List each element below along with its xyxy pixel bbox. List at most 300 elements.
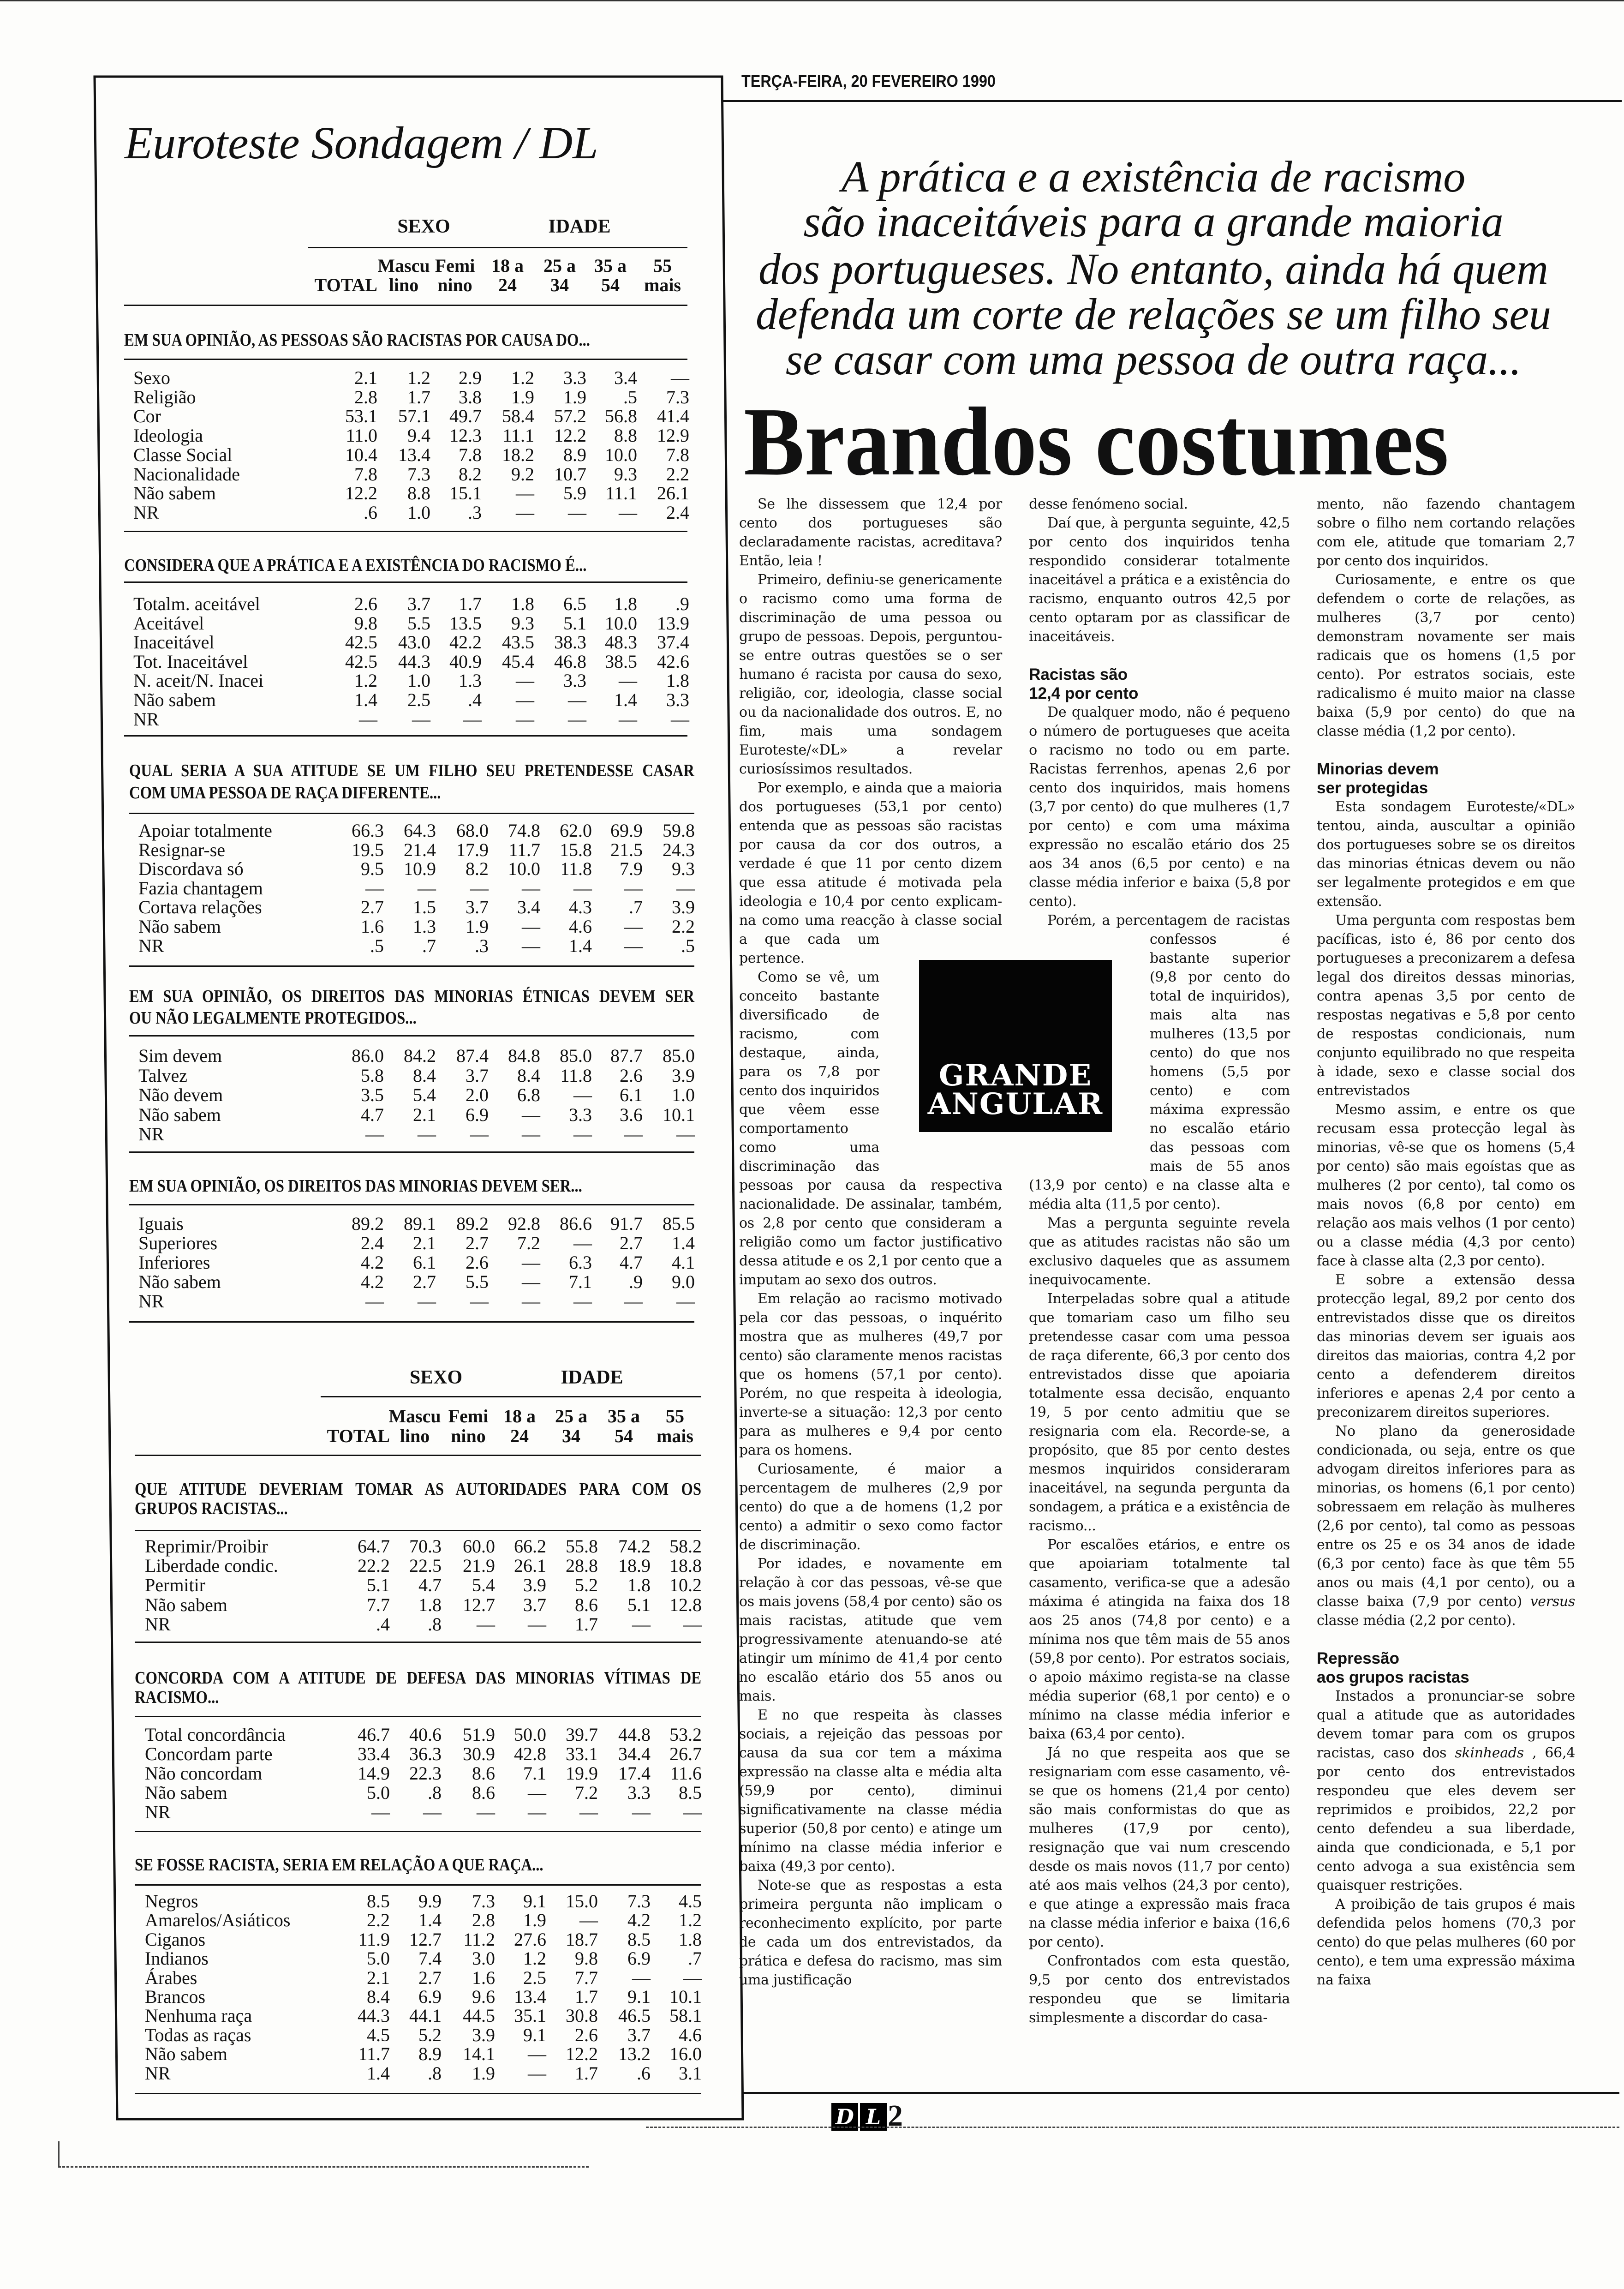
row-value: 92.8: [508, 1213, 540, 1234]
column-header-line2: mais: [657, 1426, 693, 1446]
paragraph-text: Em relação ao racismo motivado pela cor das pessoas, o inquérito mostra que as mulheres (49,7 por cento) são claramente menos racistas que os homens (57,1 por cento). Porém, no que respeita à ideologia, inverte-se a situação: 12,3 por cento para as mulheres e 9,4 por cento para os homens.: [739, 1291, 1002, 1458]
row-value: 22.2: [358, 1555, 390, 1576]
row-value: 85.5: [663, 1213, 695, 1234]
row-value: 5.4: [413, 1085, 436, 1105]
row-value: 12.2: [345, 483, 377, 504]
row-value: 10.9: [404, 858, 436, 880]
row-value: 8.9: [563, 444, 586, 465]
row-value: 1.7: [459, 593, 482, 614]
table-row: [0, 1213, 738, 1235]
row-value: —: [528, 1782, 546, 1803]
row-value: 1.0: [407, 502, 430, 523]
row-value: 1.2: [511, 367, 534, 388]
row-value: .3: [468, 502, 482, 523]
paragraph-text: E no que respeita às classes sociais, a rejeição das pessoas por causa da sua cor tem a máxima expressão na classe alta e média alta (59,9 por cento), diminui significativamente na classe média superior (50,8 por cento) e atinge um mínimo na classe média inferior e baixa (49,3 por cento).: [739, 1707, 1002, 1875]
row-value: 44.8: [618, 1724, 651, 1745]
row-value: 4.3: [569, 897, 592, 918]
row-value: —: [676, 1124, 695, 1144]
body-paragraph: [739, 1876, 1002, 1989]
body-paragraph: [739, 1706, 1002, 1876]
section-end-rule: [135, 1831, 701, 1832]
section-end-rule: [135, 2093, 701, 2094]
row-value: 5.8: [361, 1065, 384, 1086]
row-value: 7.8: [666, 444, 689, 465]
table-row: [0, 1801, 738, 1823]
row-value: —: [671, 367, 689, 388]
row-value: 12.2: [554, 425, 586, 446]
group-header-idade: IDADE: [548, 216, 611, 237]
section-question-title: COM UMA PESSOA DE RAÇA DIFERENTE...: [129, 783, 441, 803]
row-value: —: [624, 1124, 643, 1144]
column-header-line1: 55: [666, 1406, 684, 1426]
row-value: 2.2: [666, 463, 689, 485]
row-label: Aceitável: [133, 612, 204, 634]
table-row: [0, 1045, 738, 1067]
row-value: 9.9: [418, 1891, 442, 1911]
table-row: [0, 1271, 738, 1293]
section-title-rule: [135, 1884, 701, 1886]
body-paragraph: [1317, 1422, 1575, 1630]
row-value: 26.1: [514, 1555, 546, 1576]
row-value: 9.1: [627, 1986, 651, 2007]
row-value: 1.9: [511, 386, 534, 407]
row-value: 8.2: [466, 858, 489, 880]
row-value: 2.2: [672, 916, 695, 937]
column-header-line2: nino: [451, 1426, 486, 1446]
row-value: 4.6: [679, 2024, 702, 2045]
section-question-title: EM SUA OPINIÃO, OS DIREITOS DAS MINORIAS ÉTNICAS DEVEM SER: [129, 987, 694, 1006]
row-value: 87.7: [610, 1045, 643, 1066]
row-value: 33.1: [566, 1744, 598, 1764]
group-header-sexo: SEXO: [397, 216, 450, 237]
row-value: 4.5: [367, 2024, 390, 2045]
row-value: 9.3: [614, 463, 637, 485]
row-value: 7.3: [472, 1891, 495, 1911]
row-label: Sim devem: [138, 1045, 222, 1066]
body-paragraph: [1317, 1687, 1575, 1895]
row-value: —: [522, 1291, 540, 1312]
row-value: 6.9: [627, 1948, 651, 1969]
row-value: 11.1: [605, 483, 637, 504]
row-label: Total concordância: [145, 1724, 286, 1745]
table-row: [0, 1555, 738, 1577]
table-row: [0, 1724, 738, 1746]
body-paragraph: [1317, 1100, 1575, 1270]
section-question-title: CONCORDA COM A ATITUDE DE DEFESA DAS MINORIAS VÍTIMAS DE: [135, 1668, 701, 1688]
section-end-rule: [129, 1321, 694, 1323]
row-label: Não devem: [138, 1085, 223, 1105]
row-value: 1.5: [413, 897, 436, 918]
grande-angular-section-badge: [919, 960, 1112, 1132]
column-header-line2: 54: [615, 1426, 633, 1446]
row-value: 7.1: [523, 1763, 546, 1784]
row-value: 7.3: [407, 463, 430, 485]
row-value: 70.3: [409, 1536, 442, 1557]
paragraph-text: Curiosamente, é maior a percentagem de mulheres (2,9 por cento) do que a de homens (1,2 por cento) a admitir o sexo como factor de discriminação.: [739, 1461, 1002, 1553]
row-value: 89.2: [456, 1213, 489, 1234]
row-label: Não sabem: [145, 1594, 227, 1615]
row-value: —: [528, 1613, 546, 1635]
row-label: Não sabem: [138, 916, 221, 937]
row-value: 49.7: [449, 406, 482, 427]
row-label: Religião: [133, 386, 196, 407]
row-value: 4.5: [679, 1891, 702, 1911]
deck-line: defenda um corte de relações se um filho seu: [755, 289, 1551, 339]
row-value: —: [624, 916, 643, 937]
row-value: 19.5: [352, 839, 384, 860]
row-value: —: [624, 935, 643, 956]
row-value: .4: [468, 689, 482, 710]
row-value: 3.3: [569, 1104, 592, 1125]
row-value: 38.3: [554, 632, 586, 653]
column-header-line2: 54: [601, 275, 620, 295]
row-value: —: [365, 1291, 384, 1312]
paragraph-text: Mas a pergunta seguinte revela que as atitudes racistas não são um exclusivo daqueles que as assumem inequivocamente.: [1029, 1215, 1290, 1288]
column-header-line1: 18 a: [503, 1406, 536, 1426]
body-paragraph: [1029, 1535, 1290, 1744]
row-value: 1.4: [569, 935, 592, 956]
row-value: 10.0: [508, 858, 540, 880]
row-value: 1.7: [575, 1986, 598, 2007]
row-value: 2.6: [575, 2024, 598, 2045]
row-label: Árabes: [145, 1967, 197, 1988]
body-paragraph: [1029, 1289, 1290, 1535]
row-value: 24.3: [663, 839, 695, 860]
row-value: 3.3: [563, 367, 586, 388]
row-label: Não sabem: [138, 1271, 221, 1292]
row-value: 15.0: [566, 1891, 598, 1911]
body-paragraph: [1029, 1214, 1290, 1289]
row-value: —: [632, 1967, 651, 1988]
row-value: —: [676, 877, 695, 899]
column-header-line2: TOTAL: [327, 1426, 390, 1446]
row-value: 10.1: [663, 1104, 695, 1125]
row-value: 17.9: [456, 839, 489, 860]
survey-title: Euroteste Sondagem / DL: [125, 117, 598, 168]
row-value: 3.7: [627, 2024, 651, 2045]
row-value: —: [359, 708, 377, 730]
row-value: .3: [475, 935, 489, 956]
row-label: Reprimir/Proibir: [145, 1536, 268, 1557]
paragraph-text: No plano da generosidade condicionada, ou seja, entre os que advogam direitos inferiores para as minorias, os homens (6,1 por cento) sobressaem em relação às mulheres (2,6 por cento), tal como as pessoas entre os 25 e os 34 anos de idade (6,3 por cento) face às que têm 55 anos ou mais (4,1 por cento), ou a classe baixa (7,9 por cento): [1317, 1423, 1575, 1610]
row-value: .8: [428, 2062, 442, 2084]
row-value: —: [516, 708, 534, 730]
column-header-line2: 24: [498, 275, 517, 295]
row-value: 8.4: [517, 1065, 540, 1086]
row-value: 9.6: [472, 1986, 495, 2007]
paragraph-text: E sobre a extensão dessa protecção legal, 89,2 por cento dos entrevistados disse que os direitos das minorias devem ser iguais aos direitos das maiorias, contra 4,2 por cento a defenderem direitos inferiores e apenas 2,4 por cento a preconizarem direitos superiores.: [1317, 1272, 1575, 1420]
column-header-line1: Femi: [448, 1406, 489, 1426]
body-paragraph: [1317, 911, 1575, 1100]
row-value: .9: [675, 593, 689, 614]
row-value: 85.0: [663, 1045, 695, 1066]
row-value: —: [522, 1104, 540, 1125]
section-end-rule: [129, 1151, 694, 1153]
row-value: 40.9: [449, 651, 482, 672]
row-value: 5.1: [563, 612, 586, 634]
row-value: 19.9: [566, 1763, 598, 1784]
row-value: 7.3: [666, 386, 689, 407]
row-value: 91.7: [610, 1213, 643, 1234]
row-value: 22.3: [409, 1763, 442, 1784]
row-value: 10.1: [669, 1986, 702, 2007]
row-label: NR: [133, 502, 159, 523]
paragraph-text: Esta sondagem Euroteste/«DL» tentou, ainda, auscultar a opinião dos portugueses sobre se os direitos das minorias étnicas devem ou não ser legalmente protegidos e em que extensão.: [1317, 799, 1575, 910]
row-label: Não sabem: [138, 1104, 221, 1125]
row-label: Fazia chantagem: [138, 877, 263, 899]
column-header-line2: lino: [400, 1426, 430, 1446]
section-end-rule: [135, 1642, 701, 1643]
row-value: 12.7: [409, 1929, 442, 1950]
row-value: 7.4: [418, 1948, 442, 1969]
row-label: Não sabem: [145, 1782, 227, 1803]
row-value: .7: [688, 1948, 702, 1969]
row-value: 7.8: [459, 444, 482, 465]
table-row: [0, 1613, 738, 1636]
column-header-line2: 24: [510, 1426, 529, 1446]
section-title-rule: [129, 1035, 694, 1037]
row-value: 8.9: [418, 2043, 442, 2065]
row-value: 2.6: [354, 593, 377, 614]
row-value: 4.2: [361, 1252, 384, 1273]
row-value: 1.8: [614, 593, 637, 614]
deck-line: dos portugueses. No entanto, ainda há quem: [758, 244, 1548, 294]
table-row: [0, 1084, 738, 1106]
row-value: 1.2: [679, 1910, 702, 1931]
row-value: 11.6: [670, 1763, 702, 1784]
row-value: —: [683, 1613, 702, 1635]
row-value: 60.0: [463, 1536, 495, 1557]
column-header-line2: nino: [437, 275, 472, 295]
column-header-line1: 25 a: [543, 255, 576, 276]
paragraph-text: Porém, a percentagem de racistas confessos é bastante superior (9,8 por cento do total de inquiridos), mais alta nas mulheres (13,5 por cento) do que nos homens (5,5 por cento) e com máxima expressão no escalão etário das pessoas com mais de 55 anos (13,9 por cento) e na classe alta e média alta (11,5 por cento).: [1029, 912, 1290, 1212]
row-value: 12.8: [669, 1594, 702, 1615]
italic-term: skinheads: [1455, 1745, 1524, 1761]
column-header-rule: [124, 305, 687, 306]
column-header-line1: Mascu: [388, 1406, 441, 1426]
body-paragraph: [1029, 514, 1290, 646]
row-value: 5.1: [367, 1575, 390, 1596]
row-label: Não sabem: [145, 2043, 227, 2065]
article-column-3: [1317, 495, 1575, 1989]
row-value: 1.4: [354, 689, 377, 710]
row-value: 66.2: [514, 1536, 546, 1557]
column-header-line1: 55: [653, 255, 672, 276]
column-header-line2: lino: [388, 275, 419, 295]
row-value: .5: [681, 935, 695, 956]
row-value: 8.6: [575, 1594, 598, 1615]
row-value: —: [573, 1124, 592, 1144]
row-value: 15.1: [449, 483, 482, 504]
section-question-title: OU NÃO LEGALMENTE PROTEGIDOS...: [129, 1008, 417, 1028]
group-header-rule: [321, 1396, 701, 1397]
row-value: 1.6: [361, 916, 384, 937]
subheading-line: Repressão: [1317, 1649, 1399, 1667]
row-value: .9: [629, 1271, 643, 1292]
row-value: 8.5: [367, 1891, 390, 1911]
row-value: 56.8: [605, 406, 637, 427]
row-value: 28.8: [566, 1555, 598, 1576]
row-value: 84.2: [404, 1045, 436, 1066]
row-value: 7.1: [569, 1271, 592, 1292]
row-value: 11.8: [560, 1065, 592, 1086]
row-label: Inaceitável: [133, 632, 215, 653]
row-value: 2.8: [354, 386, 377, 407]
crop-mark: [58, 2141, 60, 2167]
row-label: Classe Social: [133, 444, 233, 465]
article-column-2: [1029, 495, 1290, 2027]
paragraph-text: desse fenómeno social.: [1029, 496, 1188, 512]
row-label: Apoiar totalmente: [138, 820, 272, 841]
row-value: 22.5: [409, 1555, 442, 1576]
row-value: —: [573, 1291, 592, 1312]
row-value: 64.7: [358, 1536, 390, 1557]
row-value: 2.1: [413, 1233, 436, 1253]
row-label: Inferiores: [138, 1252, 210, 1273]
row-value: 1.6: [472, 1967, 495, 1988]
row-label: Ideologia: [133, 425, 203, 446]
article-headline: Brandos costumes: [744, 387, 1449, 496]
table-row: [0, 1123, 738, 1145]
paragraph-text: Interpeladas sobre qual a atitude que tomariam caso um filho seu pretendesse casar com uma pessoa de raça diferente, 66,3 por cento dos entrevistados disse que apoiaria totalmente essa decisão, enquanto 19, 5 por cento admitiu que se resignaria com ela. Recorde-se, a propósito, que 85 por cento destes mesmos inquiridos consideraram inaceitável, na segunda pergunta da sondagem, a prática e a existência de racismo...: [1029, 1291, 1290, 1534]
section-title-rule: [135, 1716, 701, 1717]
section-title-rule: [129, 813, 694, 814]
row-label: Cor: [133, 406, 161, 427]
row-value: 39.7: [566, 1724, 598, 1745]
table-row: [0, 1762, 738, 1785]
row-value: 44.3: [398, 651, 430, 672]
row-value: 8.6: [472, 1782, 495, 1803]
paragraph-text: , 66,4 por cento dos entrevistados respondeu que eles devem ser reprimidos e proibidos, 22,2 por cento defendeu a sua liberdade, ainda que condicionada, e 5,1 por cento advoga a sua existência sem quaisquer restrições.: [1317, 1745, 1575, 1894]
row-label: N. aceit/N. Inacei: [133, 670, 264, 691]
row-value: 40.6: [409, 1724, 442, 1745]
row-label: Nacionalidade: [133, 463, 240, 485]
row-value: 12.7: [463, 1594, 495, 1615]
row-value: .7: [422, 935, 436, 956]
row-value: 3.3: [563, 670, 586, 691]
row-label: Resignar-se: [138, 839, 226, 860]
column-header-line1: Mascu: [377, 255, 430, 276]
row-value: —: [522, 916, 540, 937]
row-value: 2.4: [361, 1233, 384, 1253]
row-value: —: [528, 1802, 546, 1822]
group-header-rule: [308, 247, 687, 248]
row-value: 7.8: [354, 463, 377, 485]
subheading-line: aos grupos racistas: [1317, 1668, 1469, 1686]
row-label: NR: [138, 1124, 164, 1144]
row-value: 58.1: [669, 2005, 702, 2026]
row-value: —: [477, 1613, 495, 1635]
row-value: 8.4: [367, 1986, 390, 2007]
row-value: 13.9: [657, 612, 689, 634]
row-value: 7.7: [367, 1594, 390, 1615]
row-value: 13.5: [449, 612, 482, 634]
row-value: .7: [629, 897, 643, 918]
row-label: Talvez: [138, 1065, 188, 1086]
table-row: [0, 1065, 738, 1087]
body-paragraph: [739, 1460, 1002, 1554]
row-value: 53.1: [345, 406, 377, 427]
paragraph-text: classe média (2,2 por cento).: [1317, 1612, 1516, 1629]
row-value: 6.9: [418, 1986, 442, 2007]
crop-mark-dashed-rule: [58, 2166, 589, 2168]
row-label: Ciganos: [145, 1929, 206, 1950]
row-value: 46.7: [358, 1724, 390, 1745]
row-label: Não sabem: [133, 689, 216, 710]
row-label: Concordam parte: [145, 1744, 273, 1764]
paragraph-text: A proibição de tais grupos é mais defendida pelos homens (70,3 por cento) do que pelas mulheres (60 por cento), e tem uma expressão máxima na faixa: [1317, 1896, 1575, 1988]
subheading-line: Racistas são: [1029, 665, 1128, 683]
row-value: 21.4: [404, 839, 436, 860]
row-value: —: [470, 1124, 489, 1144]
article-column-1: [739, 495, 1002, 1989]
row-value: 2.6: [620, 1065, 643, 1086]
table-row: [0, 935, 738, 957]
row-value: 1.9: [563, 386, 586, 407]
section-question-title: CONSIDERA QUE A PRÁTICA E A EXISTÊNCIA DO RACISMO É...: [124, 556, 587, 575]
row-label: NR: [133, 708, 159, 730]
row-value: 46.8: [554, 651, 586, 672]
row-value: 4.7: [620, 1252, 643, 1273]
row-value: —: [463, 708, 482, 730]
paragraph-text: mento, não fazendo chantagem sobre o filho nem cortando relações com ele, atitude que tomariam 2,7 por cento dos inquiridos.: [1317, 496, 1575, 569]
paragraph-text: Se lhe dissessem que 12,4 por cento dos portugueses são declaradamente racistas, acreditava? Então, leia !: [739, 496, 1002, 569]
paragraph-text: Daí que, à pergunta seguinte, 42,5 por cento dos inquiridos tenha respondido considerar totalmente inaceitável a prática e a existência do racismo, enquanto outros 42,5 por cento optaram por as classificar de inaceitáveis.: [1029, 515, 1290, 645]
row-value: 18.2: [502, 444, 534, 465]
row-value: 35.1: [514, 2005, 546, 2026]
body-paragraph: [1029, 1952, 1290, 2027]
column-header-line2: 34: [562, 1426, 580, 1446]
row-value: 16.0: [669, 2043, 702, 2065]
row-value: 11.0: [346, 425, 377, 446]
row-value: 3.9: [672, 1065, 695, 1086]
row-value: 48.3: [605, 632, 637, 653]
section-question-title: QUE ATITUDE DEVERIAM TOMAR AS AUTORIDADES PARA COM OS: [135, 1480, 701, 1499]
table-row: [0, 2062, 738, 2085]
subheading-line: 12,4 por cento: [1029, 684, 1139, 702]
row-value: —: [516, 483, 534, 504]
paragraph-text: De qualquer modo, não é pequeno o número de portugueses que aceita o racismo no todo ou em parte. Racistas ferrenhos, apenas 2,6 por cento dos inquiridos, mais homens (3,7 por cento) do que mulheres (1,7 por cento) e com uma máxima expressão no escalão etário dos 25 aos 34 anos (6,5 por cento) e na classe média inferior e baixa (5,8 por cento).: [1029, 704, 1290, 910]
row-label: Liberdade condic.: [145, 1555, 278, 1576]
row-value: 2.1: [413, 1104, 436, 1125]
row-value: 2.0: [466, 1085, 489, 1105]
section-end-rule: [129, 965, 694, 967]
row-value: 55.8: [566, 1536, 598, 1557]
row-value: 3.6: [620, 1104, 643, 1125]
subheading-line: ser protegidas: [1317, 779, 1428, 797]
header-rule: [722, 100, 1622, 102]
row-value: 10.7: [554, 463, 586, 485]
row-label: Discordava só: [138, 858, 244, 880]
issue-date: TERÇA-FEIRA, 20 FEVEREIRO 1990: [741, 72, 996, 90]
row-value: 11.7: [358, 2043, 390, 2065]
row-value: .5: [370, 935, 384, 956]
row-value: 44.3: [358, 2005, 390, 2026]
body-paragraph: [739, 495, 1002, 570]
table-row: [0, 1782, 738, 1804]
row-value: 4.2: [361, 1271, 384, 1292]
row-label: Permitir: [145, 1575, 206, 1596]
row-value: 11.1: [502, 425, 534, 446]
row-value: 27.6: [514, 1929, 546, 1950]
row-value: 13.4: [398, 444, 430, 465]
row-value: 2.7: [418, 1967, 442, 1988]
section-end-rule: [124, 531, 687, 532]
row-value: 9.2: [511, 463, 534, 485]
row-value: —: [522, 1124, 540, 1144]
row-value: 5.0: [367, 1948, 390, 1969]
top-edge-rule: [0, 0, 1624, 1]
